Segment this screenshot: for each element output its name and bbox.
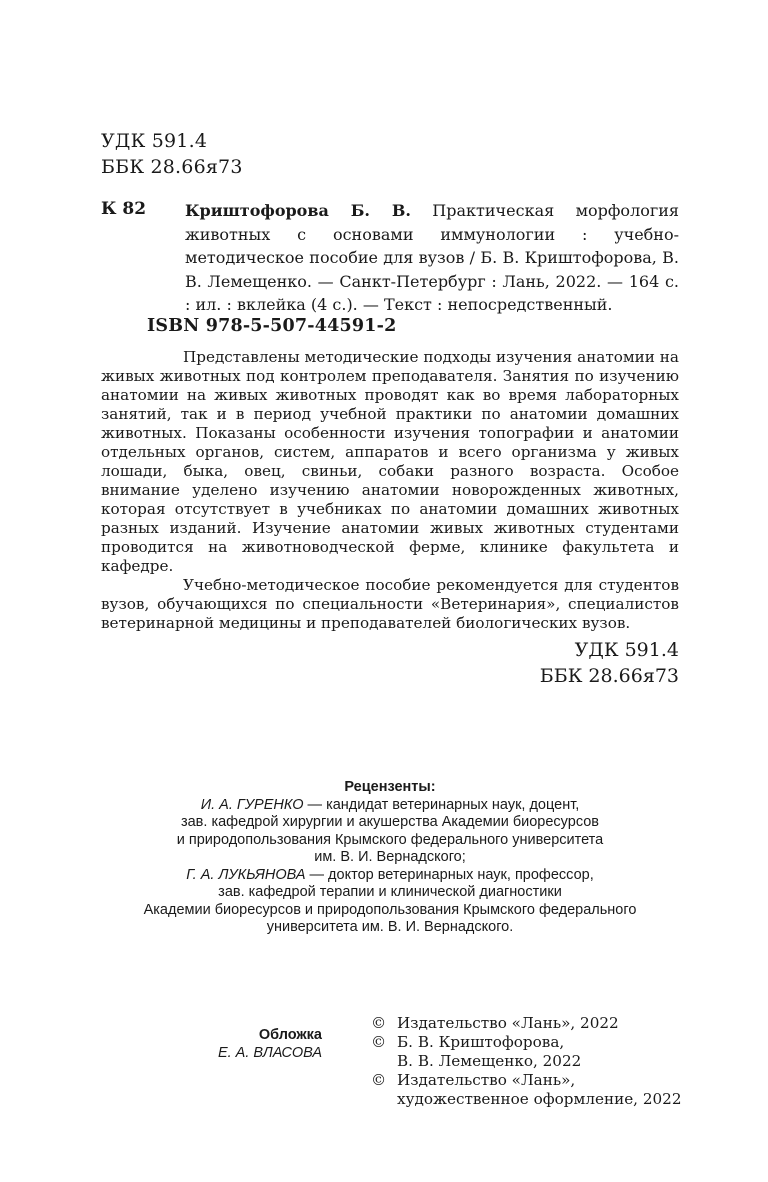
reviewer-credentials: — кандидат ветеринарных наук, доцент, <box>303 796 580 813</box>
copyright-text: Издательство «Лань», <box>397 1071 576 1089</box>
copyright-block <box>371 1014 682 1109</box>
copyright-text: художественное оформление, 2022 <box>397 1090 682 1108</box>
cover-title: Обложка <box>258 1027 322 1043</box>
reviewers-title: Рецензенты: <box>344 779 436 795</box>
reviewer-1 <box>101 797 679 815</box>
classification-bottom <box>540 637 679 689</box>
reviewer-affiliation: Академии биоресурсов и природопользования Крымского федерального <box>143 901 637 918</box>
reviewer-affiliation: университета им. В. И. Вернадского. <box>266 919 514 935</box>
cover-credit <box>218 1027 322 1062</box>
bbk-code: ББК 28.66я73 <box>539 665 679 687</box>
author-name: Криштофорова Б. В. <box>185 201 411 220</box>
author-mark: К 82 <box>101 199 147 219</box>
abstract <box>101 348 679 633</box>
abstract-paragraph: Учебно-методическое пособие рекомендуется для студентов вузов, обучающихся по специальности «Ветеринария», специалистов ветеринарной медицины и преподавателей биологических вузов. <box>101 576 679 632</box>
reviewer-affiliation: и природопользования Крымского федерального университета <box>176 831 604 848</box>
reviewer-2 <box>101 867 679 885</box>
udk-code: УДК 591.4 <box>574 639 679 661</box>
bbk-code: ББК 28.66я73 <box>101 156 243 178</box>
cover-designer: Е. А. ВЛАСОВА <box>217 1044 322 1061</box>
bibliographic-record <box>185 199 679 317</box>
reviewer-name: Г. А. ЛУКЬЯНОВА <box>186 866 306 883</box>
udk-code: УДК 591.4 <box>101 130 208 152</box>
copyright-text: Б. В. Криштофорова, <box>397 1033 565 1051</box>
copyright-icon: © <box>371 1071 387 1089</box>
copyright-icon: © <box>371 1014 387 1032</box>
copyright-entry <box>371 1033 682 1071</box>
copyright-text: Издательство «Лань», 2022 <box>397 1014 619 1032</box>
reviewer-name: И. А. ГУРЕНКО <box>200 796 304 813</box>
copyright-entry <box>371 1014 682 1033</box>
copyright-icon: © <box>371 1033 387 1051</box>
reviewer-affiliation: зав. кафедрой хирургии и акушерства Академии биоресурсов <box>180 814 600 830</box>
reviewer-credentials: — доктор ветеринарных наук, профессор, <box>305 866 594 883</box>
reviewers-block <box>101 779 679 937</box>
reviewer-affiliation: им. В. И. Вернадского; <box>314 849 466 865</box>
copyright-text: В. В. Лемещенко, 2022 <box>397 1052 582 1070</box>
reviewer-affiliation: зав. кафедрой терапии и клинической диагностики <box>218 884 562 900</box>
classification-top <box>101 128 243 180</box>
copyright-entry <box>371 1071 682 1109</box>
abstract-paragraph: Представлены методические подходы изучения анатомии на живых животных под контролем преподавателя. Занятия по изучению анатомии на живых животных проводят как во время лабораторных занятий, так и в период учебной практики по анатомии домашних животных. Показаны особенности изучения топографии и анатомии отдельных органов, систем, аппаратов и всего организма у живых лошади, быка, овец, свиньи, собаки разного возраста. Особое внимание уделено изучению анатомии новорожденных животных, которая отсутствует в учебниках по анатомии домашних животных разных изданий. Изучение анатомии живых животных студентами проводится на животноводческой ферме, клинике факультета и кафедре. <box>101 348 679 575</box>
isbn: ISBN 978-5-507-44591-2 <box>147 316 397 336</box>
bibliographic-text: Практическая морфология животных с основами иммунологии : учебно-методическое пособие для вузов / Б. В. Криштофорова, В. В. Лемещенко. — Санкт-Петербург : Лань, 2022. — 164 с. : ил. : вклейка (4 с.). — Текст : непосредственный. <box>185 201 679 314</box>
